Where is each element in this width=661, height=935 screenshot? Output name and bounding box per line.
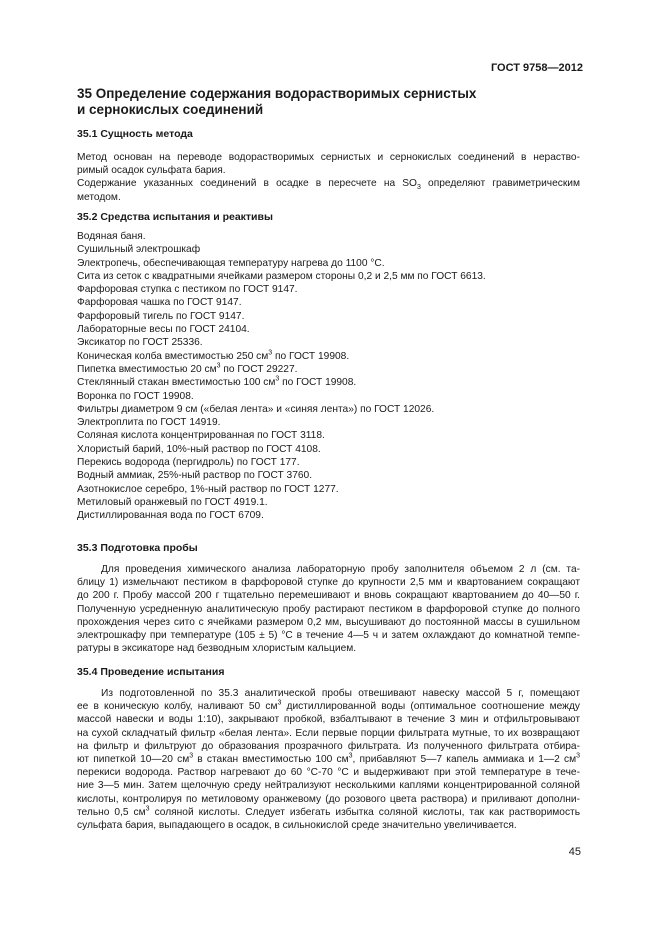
list-item: Дистиллированная вода по ГОСТ 6709. — [77, 510, 264, 522]
text-line: до 200 г. Пробу массой 200 г тщательно перемешивают и вновь сокращают квартованием до 40—50 г. — [77, 590, 580, 602]
list-item: Фильтры диаметром 9 см («белая лента» и «синяя лента») по ГОСТ 12026. — [77, 403, 435, 415]
text-line: прохождения через сито с ячейками размером 0,2 мм, высушивают до постоянной массы в сушильном — [77, 616, 580, 628]
list-item: Фарфоровый тигель по ГОСТ 9147. — [77, 310, 245, 322]
text-line: электрошкафу при температуре (105 ± 5) °С в течение 4—5 ч и затем охлаждают до комнатной темпе- — [77, 630, 580, 642]
paragraph-35-3 — [77, 563, 580, 655]
list-item: Метиловый оранжевый по ГОСТ 4919.1. — [77, 496, 268, 508]
text-line: ратуры в эксикаторе над безводным хлористым кальцием. — [77, 643, 357, 655]
text-line: блицу 1) измельчают пестиком в фарфоровой ступке до крупности 2,5 мм и квартованием сокращают — [77, 577, 580, 589]
page-number: 45 — [568, 846, 581, 858]
heading-35-4: 35.4 Проведение испытания — [77, 666, 225, 678]
text-line: ют пипеткой 10—20 $см^3$ в стакан вместимостью 100 $см^3$, прибавляют 5—7 капель аммиака и 1—2 $см^3$ — [77, 752, 581, 766]
text-line: Полученную усредненную аналитическую пробу растирают пестиком в фарфоровой ступке до полного — [77, 603, 580, 615]
list-item: Фарфоровая ступка с пестиком по ГОСТ 9147. — [77, 284, 298, 296]
paragraph-35-4 — [77, 687, 580, 832]
standard-number: ГОСТ 9758—2012 — [490, 62, 583, 74]
section-title — [77, 86, 577, 117]
list-item: Стеклянный стакан вместимостью 100 $см^3$ по ГОСТ 19908. — [77, 375, 357, 389]
section-title-line-2: и сернокислых соединений — [77, 101, 264, 117]
list-item: Водный аммиак, 25%-ный раствор по ГОСТ 3760. — [77, 470, 313, 482]
list-item: Электроплита по ГОСТ 14919. — [77, 417, 221, 429]
list-item: Соляная кислота концентрированная по ГОСТ 3118. — [77, 430, 325, 442]
text-line: на сухой складчатый фильтр «белая лента». Если первые порции фильтрата мутные, то их возвращают — [77, 727, 580, 739]
list-item: Лабораторные весы по ГОСТ 24104. — [77, 324, 250, 336]
heading-35-2: 35.2 Средства испытания и реактивы — [77, 211, 273, 223]
text-line: на фильтр и фильтруют до образования прозрачного фильтрата. Из полученного фильтрата отбира- — [77, 740, 580, 752]
list-item: Фарфоровая чашка по ГОСТ 9147. — [77, 297, 242, 309]
text-line: сульфата бария, выпадающего в осадок, в сильнокислой среде значительно увеличивается. — [77, 820, 517, 832]
heading-35-3: 35.3 Подготовка пробы — [77, 542, 198, 554]
text-line: Из подготовленной по 35.3 аналитической пробы отвешивают навеску массой 5 г, помещают — [101, 688, 580, 699]
list-item: Пипетка вместимостью 20 $см^3$ по ГОСТ 29227. — [77, 362, 298, 375]
text-line: тельно 0,5 $см^3$ соляной кислоты. Следует избегать избытка соляной кислоты, так как растворимость — [77, 805, 581, 818]
text-line: Метод основан на переводе водорастворимых сернистых и сернокислых соединений в нераство- — [77, 152, 580, 163]
list-item: Воронка по ГОСТ 19908. — [77, 390, 194, 402]
text-line: Для проведения химического анализа лабораторную пробу заполнителя объемом 2 л (см. та- — [101, 564, 580, 575]
list-item: Перекись водорода (пергидроль) по ГОСТ 177. — [77, 457, 300, 469]
list-item: Водяная баня. — [77, 231, 146, 242]
list-item: Сита из сеток с квадратными ячейками размером стороны 0,2 и 2,5 мм по ГОСТ 6613. — [77, 270, 486, 282]
list-item: Коническая колба вместимостью 250 $см^3$ по ГОСТ 19908. — [77, 349, 350, 362]
list-item: Азотнокислое серебро, 1%-ный раствор по ГОСТ 1277. — [77, 483, 339, 495]
text-line: перекиси водорода. Раствор нагревают до 60 °С-70 °С и выдерживают при этой температуре в тече- — [77, 767, 580, 779]
section-title-line-1: 35 Определение содержания водорастворимых сернистых — [77, 86, 477, 101]
text-line: Содержание указанных соединений в осадке в пересчете на $SO_3$ определяют гравиметрическим — [77, 178, 580, 192]
text-line: кислоты, контролируя по метиловому оранжевому (до розового цвета раствора) и приливают дополни- — [77, 793, 580, 805]
paragraph-35-1-method — [77, 151, 580, 204]
list-item: Электропечь, обеспечивающая температуру нагрева до 1100 °С. — [77, 257, 385, 269]
text-line: римый осадок сульфата бария. — [77, 165, 226, 177]
heading-35-1: 35.1 Сущность метода — [77, 128, 193, 140]
list-item: Сушильный электрошкаф — [77, 244, 201, 256]
text-line: методом. — [77, 191, 121, 203]
equipment-list — [77, 230, 580, 523]
list-item: Хлористый барий, 10%-ный раствор по ГОСТ 4108. — [77, 443, 321, 455]
text-line: ние 3—5 мин. Затем щелочную среду нейтрализуют несколькими каплями концентрированной соляной — [77, 780, 580, 792]
text-line: массой навески и воды 1:10), закрывают пробкой, взбалтывают в течение 3 мин и отфильтровывают — [77, 714, 580, 726]
list-item: Эксикатор по ГОСТ 25336. — [77, 337, 203, 349]
text-line: ее в коническую колбу, наливают 50 $см^3$ дистиллированной воды (оптимальное соотношение между — [77, 699, 580, 713]
